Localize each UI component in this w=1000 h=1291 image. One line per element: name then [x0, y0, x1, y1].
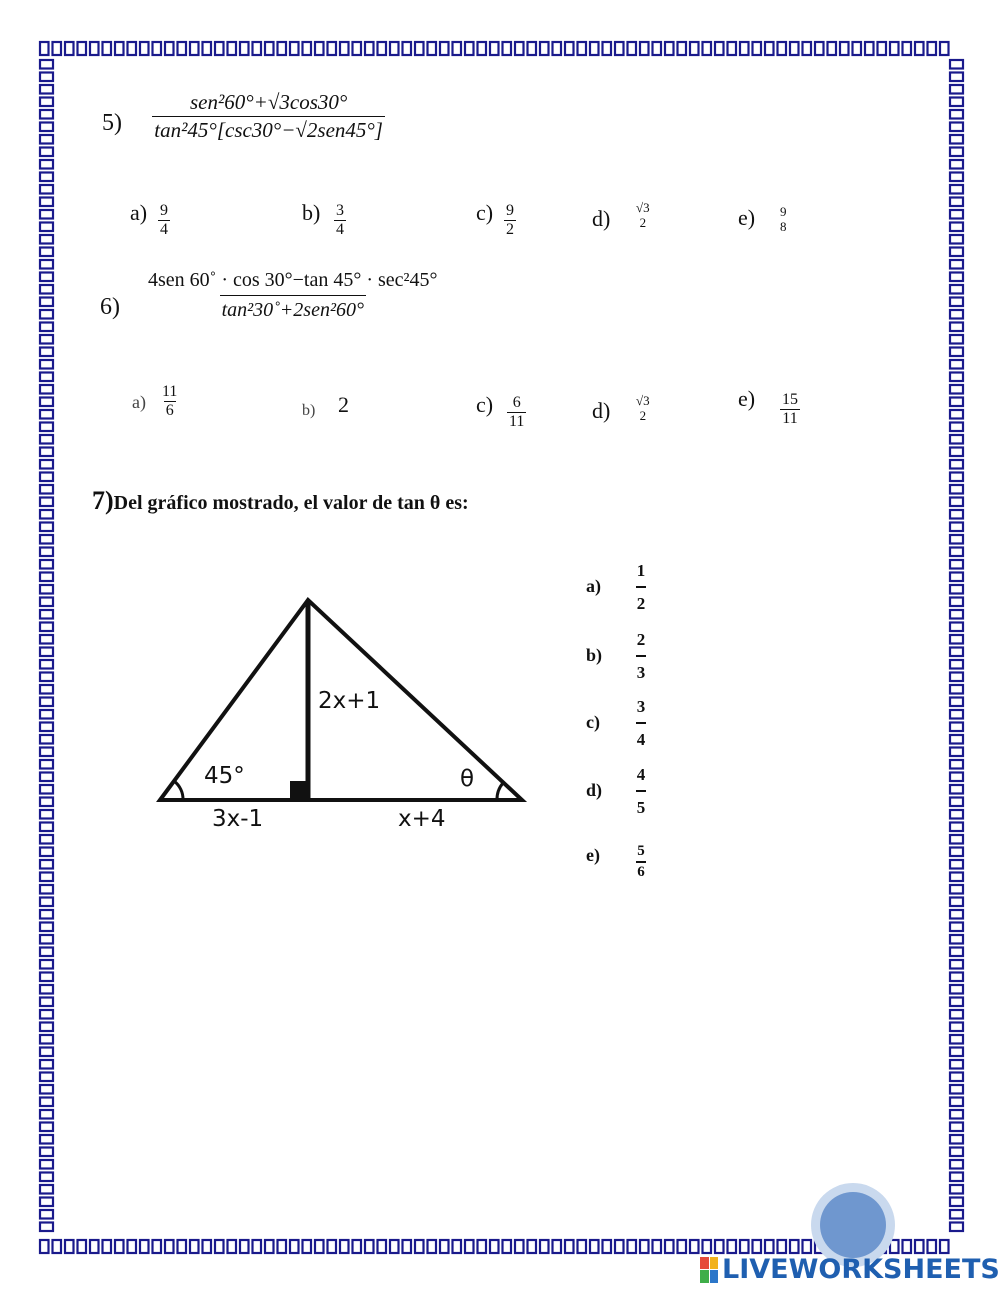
logo-icon	[700, 1257, 718, 1283]
q5-numerator: sen²60°+√3cos30°	[190, 90, 348, 114]
option-d-letter: d)	[592, 206, 611, 231]
base-right-label: x+4	[398, 806, 446, 832]
question-number: 7)	[92, 486, 114, 515]
option-a-letter: a)	[132, 392, 146, 412]
option-d-fraction: 4 5	[636, 765, 646, 817]
option-a-fraction: 1 2	[636, 561, 646, 613]
option-c-letter: c)	[476, 200, 494, 225]
q6-numerator: 4sen 60˚ · cos 30°−tan 45° · sec²45°	[148, 269, 438, 291]
q7-question-text: Del gráfico mostrado, el valor de tan θ es:	[113, 492, 469, 514]
option-c-fraction: 3 4	[636, 697, 646, 749]
height-label: 2x+1	[318, 688, 381, 714]
option-b-letter: b)	[586, 645, 603, 665]
option-e-fraction: $\frac{15}{11}$	[782, 391, 798, 427]
option-d-letter: d)	[592, 398, 611, 423]
option-d-fraction: √3 2	[636, 393, 650, 423]
angle-theta-arc	[497, 783, 503, 800]
option-d-fraction: √3 2	[636, 200, 650, 230]
option-d-letter: d)	[586, 780, 603, 800]
option-e-fraction: 5 6	[637, 843, 645, 880]
question-number: 6)	[100, 294, 120, 320]
option-a-letter: a)	[586, 576, 601, 596]
option-c-letter: c)	[476, 392, 494, 417]
option-b-letter: b)	[302, 402, 316, 419]
option-b-fraction: $\frac{3}{4}$	[336, 202, 344, 238]
option-c-fraction: $\frac{6}{11}$	[509, 394, 525, 430]
option-a-letter: a)	[130, 200, 148, 225]
option-b-letter: b)	[302, 200, 321, 225]
base-left-label: 3x-1	[212, 806, 264, 832]
option-c-letter: c)	[586, 712, 600, 732]
q5-expression	[145, 92, 392, 141]
option-b-fraction: 2 3	[636, 630, 646, 682]
option-e-letter: e)	[738, 386, 756, 411]
option-e-letter: e)	[738, 205, 756, 230]
q7-prompt	[92, 486, 469, 516]
option-a-fraction: $\frac{9}{4}$	[160, 202, 168, 238]
option-c-fraction: $\frac{9}{2}$	[506, 202, 514, 238]
angle-45-arc	[174, 781, 183, 800]
option-e-fraction: 9 8	[780, 204, 787, 234]
option-e-letter: e)	[586, 845, 600, 865]
right-angle-mark	[290, 781, 307, 798]
q6-denominator: tan²30˚+2sen²60°	[220, 295, 366, 320]
angle-theta-label: θ	[460, 766, 475, 792]
option-b-value: 2	[338, 392, 349, 417]
angle-45-label: 45°	[204, 763, 245, 789]
q6-expression	[146, 270, 440, 320]
q5-denominator: tan²45°[csc30°−√2sen45°]	[154, 118, 383, 142]
option-a-fraction: $\frac{11}{6}$	[162, 383, 178, 419]
logo-text: LIVEWORKSHEETS	[722, 1254, 1000, 1285]
question-number: 5)	[102, 110, 122, 136]
liveworksheets-logo	[700, 1254, 1000, 1285]
